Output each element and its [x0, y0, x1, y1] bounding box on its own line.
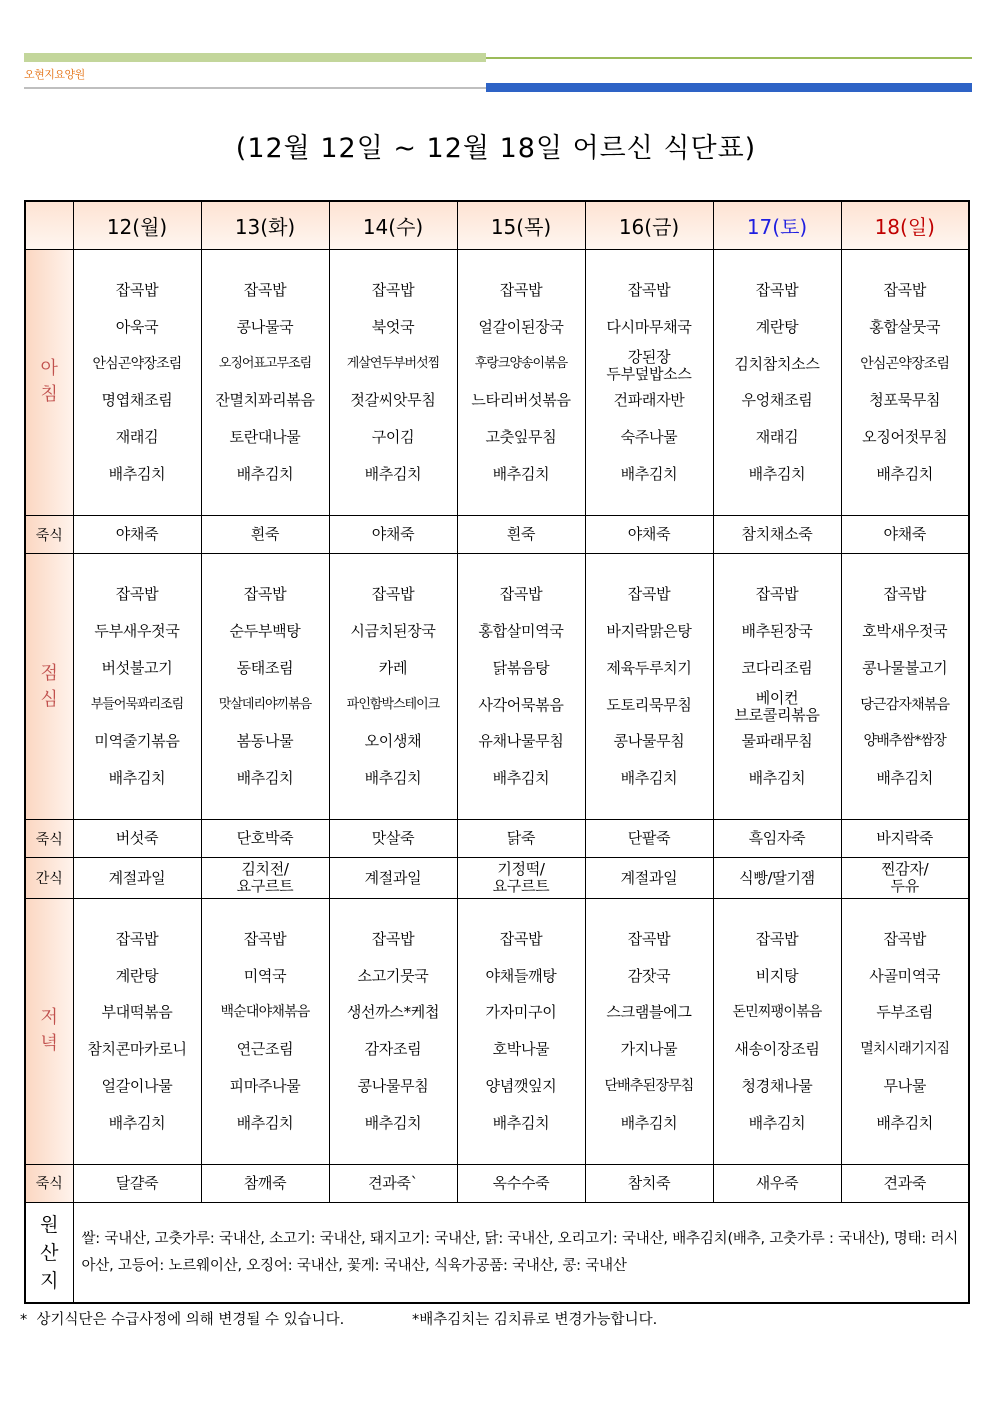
- dish-item: 오이생채: [364, 732, 422, 751]
- dish-item: 잡곡밥: [755, 585, 799, 604]
- dish-item: 잡곡밥: [371, 929, 415, 948]
- dish-item: 강된장 두부덮밥소스: [606, 347, 692, 383]
- dish-list: [586, 576, 713, 797]
- dish-item: 홍합살미역국: [478, 622, 564, 641]
- dish-item: 동태조림: [236, 658, 294, 677]
- meal-cell: [329, 249, 457, 515]
- dish-item: 미역국: [243, 966, 287, 985]
- dish-item: 사각어묵볶음: [478, 695, 564, 714]
- dish-item: 스크램블에그: [606, 1003, 692, 1022]
- dish-item: 피마주나물: [229, 1077, 301, 1096]
- dish-item: 고춧잎무침: [485, 428, 557, 447]
- dish-item: 제육두루치기: [606, 658, 692, 677]
- dish-item: 닭볶음탕: [492, 658, 550, 677]
- dish-item: 잔멸치꽈리볶음: [215, 391, 315, 410]
- dish-list: [842, 921, 969, 1142]
- dinner-row-label-char: 저: [40, 1007, 58, 1029]
- breakfast-porridge-row: [25, 515, 969, 553]
- dish-list: [714, 576, 841, 797]
- dish-item: 베이컨 브로콜리볶음: [734, 688, 820, 724]
- breakfast-row-label-char: 침: [40, 384, 58, 406]
- dish-item: 배추김치: [492, 1113, 550, 1132]
- dish-item: 카레: [378, 658, 408, 677]
- dish-list: [458, 272, 585, 493]
- dish-item: 오징어표고무조림: [218, 355, 312, 371]
- dish-item: 배추김치: [108, 464, 166, 483]
- dish-item: 잡곡밥: [627, 929, 671, 948]
- dish-item: 젓갈씨앗무침: [350, 391, 436, 410]
- breakfast-porridge-row-cell: 야채죽: [585, 515, 713, 553]
- origin-label: [25, 1203, 73, 1303]
- dish-item: 새송이장조림: [734, 1040, 820, 1059]
- dish-item: 배추김치: [620, 1113, 678, 1132]
- dish-item: 사골미역국: [869, 966, 941, 985]
- dish-item: 느타리버섯볶음: [471, 391, 571, 410]
- dish-item: 토란대나물: [229, 428, 301, 447]
- dish-item: 잡곡밥: [499, 280, 543, 299]
- dish-list: [586, 921, 713, 1142]
- lunch-porridge-row-cell: 맛살죽: [329, 820, 457, 858]
- dinner-porridge-row-cell: 참깨죽: [201, 1164, 329, 1202]
- dish-item: 재래김: [755, 428, 799, 447]
- dish-item: 잡곡밥: [627, 585, 671, 604]
- origin-label-char: 지: [40, 1269, 59, 1292]
- dish-item: 부대떡볶음: [101, 1003, 173, 1022]
- meal-cell: [457, 554, 585, 820]
- dish-item: 배추김치: [876, 769, 934, 788]
- dish-item: 우엉채조림: [741, 391, 813, 410]
- dish-item: 물파래무침: [741, 732, 813, 751]
- dish-list: [714, 272, 841, 493]
- origin-text: 쌀: 국내산, 고춧가루: 국내산, 소고기: 국내산, 돼지고기: 국내산, 닭: 국내산, 오리고기: 국내산, 배추김치(배추, 고춧가루 : 국내산), 명태: 러시아산, 고등어: 노르웨이산, 오징어: 국내산, 꽃게: 국내산, 식육가공품: 국내산, 콩: 국내산: [73, 1203, 969, 1303]
- dish-item: 파인함박스테이크: [346, 696, 440, 712]
- dish-item: 아욱국: [115, 317, 159, 336]
- day-header: 12(월): [73, 201, 201, 249]
- lunch-porridge-row: [25, 820, 969, 858]
- dish-item: 김치참치소스: [734, 354, 820, 373]
- dish-item: 청포묵무침: [869, 391, 941, 410]
- dish-item: 배추김치: [748, 769, 806, 788]
- meal-cell: [841, 249, 969, 515]
- breakfast-porridge-row-cell: 야채죽: [841, 515, 969, 553]
- dish-item: 연근조림: [236, 1040, 294, 1059]
- dish-item: 청경채나물: [741, 1077, 813, 1096]
- dish-item: 배추김치: [876, 464, 934, 483]
- origin-row: [25, 1203, 969, 1303]
- snack-row-label: 간식: [25, 858, 73, 898]
- dish-item: 비지탕: [755, 966, 799, 985]
- dish-item: 감자조림: [364, 1040, 422, 1059]
- dish-item: 시금치된장국: [350, 622, 436, 641]
- breakfast-porridge-row-cell: 흰죽: [457, 515, 585, 553]
- origin-label-char: 원: [40, 1213, 59, 1236]
- dish-item: 얼갈이나물: [101, 1077, 173, 1096]
- dish-item: 잡곡밥: [243, 280, 287, 299]
- dish-item: 안심곤약장조림: [92, 355, 182, 372]
- breakfast-porridge-row-cell: 야채죽: [73, 515, 201, 553]
- dish-item: 다시마무채국: [606, 317, 692, 336]
- lunch-porridge-row-cell: 단호박죽: [201, 820, 329, 858]
- breakfast-row-label: [25, 249, 73, 515]
- dish-item: 맛살데리야끼볶음: [218, 696, 312, 712]
- dish-list: [202, 921, 329, 1142]
- lunch-porridge-row-label: 죽식: [25, 820, 73, 858]
- day-header: 14(수): [329, 201, 457, 249]
- dish-list: [202, 576, 329, 797]
- dish-item: 계란탕: [115, 966, 159, 985]
- dish-item: 호박나물: [492, 1040, 550, 1059]
- meal-cell: [713, 249, 841, 515]
- dish-list: [330, 272, 457, 493]
- dish-item: 잡곡밥: [371, 280, 415, 299]
- meal-cell: [841, 898, 969, 1164]
- breakfast-porridge-row-cell: 야채죽: [329, 515, 457, 553]
- dish-item: 배추김치: [492, 464, 550, 483]
- dish-list: [458, 921, 585, 1142]
- breakfast-row: [25, 249, 969, 515]
- dinner-row-label: [25, 898, 73, 1164]
- dish-item: 배추김치: [748, 1113, 806, 1132]
- dish-item: 오징어젓무침: [862, 428, 948, 447]
- day-header-row: [25, 201, 969, 249]
- dinner-row-label-char: 녁: [40, 1033, 58, 1055]
- dish-item: 명엽채조림: [101, 391, 173, 410]
- dish-item: 잡곡밥: [627, 280, 671, 299]
- dish-item: 잡곡밥: [883, 929, 927, 948]
- snack-row-cell: 김치전/ 요구르트: [201, 858, 329, 898]
- dinner-porridge-row-cell: 옥수수죽: [457, 1164, 585, 1202]
- meal-cell: [201, 554, 329, 820]
- meal-cell: [73, 554, 201, 820]
- dish-item: 배추김치: [364, 769, 422, 788]
- dish-item: 배추김치: [492, 769, 550, 788]
- breakfast-porridge-row-label: 죽식: [25, 515, 73, 553]
- dish-item: 콩나물무침: [613, 732, 685, 751]
- dish-item: 홍합살뭇국: [869, 317, 941, 336]
- dinner-porridge-row-cell: 견과죽`: [329, 1164, 457, 1202]
- meal-cell: [201, 249, 329, 515]
- dish-item: 유채나물무침: [478, 732, 564, 751]
- dish-item: 잡곡밥: [755, 280, 799, 299]
- dish-item: 잡곡밥: [755, 929, 799, 948]
- header-line-green: [486, 57, 972, 59]
- dish-item: 단배추된장무침: [604, 1078, 694, 1095]
- page-title: (12월 12일 ~ 12월 18일 어르신 식단표): [235, 133, 757, 164]
- dish-item: 잡곡밥: [243, 585, 287, 604]
- dish-item: 가자미구이: [485, 1003, 557, 1022]
- snack-row-cell: 계절과일: [585, 858, 713, 898]
- corner-cell: [25, 201, 73, 249]
- dish-item: 야채들깨탕: [485, 966, 557, 985]
- dish-list: [458, 576, 585, 797]
- dish-list: [714, 921, 841, 1142]
- dish-item: 소고기뭇국: [357, 966, 429, 985]
- dish-item: 배추김치: [748, 464, 806, 483]
- meal-cell: [585, 249, 713, 515]
- dish-list: [586, 272, 713, 493]
- dish-list: [74, 921, 201, 1142]
- org-name: 오현지요양원: [24, 68, 85, 81]
- dish-item: 배추김치: [620, 769, 678, 788]
- lunch-row-label: [25, 554, 73, 820]
- meal-cell: [713, 554, 841, 820]
- dish-list: [842, 272, 969, 493]
- footnote-change-notice: * 상기식단은 수급사정에 의해 변경될 수 있습니다.: [20, 1312, 345, 1328]
- dish-item: 배추김치: [364, 1113, 422, 1132]
- dish-item: 버섯불고기: [101, 658, 173, 677]
- meal-cell: [201, 898, 329, 1164]
- dish-item: 두부새우젓국: [94, 622, 180, 641]
- dish-item: 배추김치: [108, 769, 166, 788]
- meal-cell: [457, 249, 585, 515]
- dish-item: 배추김치: [236, 1113, 294, 1132]
- dish-item: 순두부백탕: [229, 622, 301, 641]
- dish-item: 계란탕: [755, 317, 799, 336]
- dish-item: 코다리조림: [741, 658, 813, 677]
- dish-item: 게살연두부버섯찜: [346, 355, 440, 371]
- dish-item: 잡곡밥: [115, 280, 159, 299]
- dish-item: 잡곡밥: [883, 280, 927, 299]
- meal-cell: [329, 554, 457, 820]
- dish-item: 배추김치: [364, 464, 422, 483]
- dinner-porridge-row: [25, 1164, 969, 1202]
- dish-list: [74, 576, 201, 797]
- dish-item: 배추된장국: [741, 622, 813, 641]
- dish-list: [330, 921, 457, 1142]
- dinner-porridge-row-label: 죽식: [25, 1164, 73, 1202]
- snack-row-cell: 찐감자/ 두유: [841, 858, 969, 898]
- dish-item: 잡곡밥: [243, 929, 287, 948]
- dish-item: 호박새우젓국: [862, 622, 948, 641]
- dish-item: 백순대야채볶음: [220, 1004, 310, 1021]
- snack-row-cell: 기정떡/ 요구르트: [457, 858, 585, 898]
- lunch-porridge-row-cell: 버섯죽: [73, 820, 201, 858]
- lunch-row-label-char: 심: [40, 688, 58, 710]
- origin-label-char: 산: [40, 1241, 59, 1264]
- dish-item: 돈민찌팽이볶음: [732, 1004, 822, 1021]
- meal-cell: [457, 898, 585, 1164]
- dish-item: 배추김치: [236, 769, 294, 788]
- dinner-porridge-row-cell: 달걀죽: [73, 1164, 201, 1202]
- lunch-porridge-row-cell: 단팥죽: [585, 820, 713, 858]
- dish-item: 잡곡밥: [499, 585, 543, 604]
- dish-item: 감잣국: [627, 966, 671, 985]
- dish-item: 두부조림: [876, 1003, 934, 1022]
- dish-item: 도토리묵무침: [606, 695, 692, 714]
- dish-item: 양념깻잎지: [485, 1077, 557, 1096]
- dish-item: 부들어묵꽈리조림: [90, 696, 184, 712]
- meal-cell: [585, 554, 713, 820]
- dish-list: [330, 576, 457, 797]
- dish-item: 후랑크양송이볶음: [474, 355, 568, 371]
- dish-item: 멸치시래기지짐: [860, 1041, 950, 1058]
- dish-list: [74, 272, 201, 493]
- breakfast-porridge-row-cell: 흰죽: [201, 515, 329, 553]
- dish-item: 참치콘마카로니: [87, 1040, 187, 1059]
- dish-list: [202, 272, 329, 493]
- dish-item: 배추김치: [236, 464, 294, 483]
- snack-row-cell: 식빵/딸기잼: [713, 858, 841, 898]
- dish-item: 미역줄기볶음: [94, 732, 180, 751]
- dish-item: 숙주나물: [620, 428, 678, 447]
- dish-list: [842, 576, 969, 797]
- snack-row-cell: 계절과일: [73, 858, 201, 898]
- dish-item: 배추김치: [876, 1113, 934, 1132]
- dish-item: 재래김: [115, 428, 159, 447]
- day-header-saturday: 17(토): [713, 201, 841, 249]
- day-header: 16(금): [585, 201, 713, 249]
- dish-item: 바지락맑은탕: [606, 622, 692, 641]
- dish-item: 잡곡밥: [883, 585, 927, 604]
- footnote-kimchi-notice: *배추김치는 김치류로 변경가능합니다.: [412, 1312, 658, 1328]
- dish-item: 배추김치: [620, 464, 678, 483]
- day-header-sunday: 18(일): [841, 201, 969, 249]
- dish-item: 콩나물국: [236, 317, 294, 336]
- dish-item: 배추김치: [108, 1113, 166, 1132]
- day-header: 15(목): [457, 201, 585, 249]
- meal-cell: [841, 554, 969, 820]
- dish-item: 구이김: [371, 428, 415, 447]
- header-bar-green: [24, 53, 486, 62]
- dish-item: 콩나물불고기: [862, 658, 948, 677]
- day-header: 13(화): [201, 201, 329, 249]
- dish-item: 콩나물무침: [357, 1077, 429, 1096]
- dish-item: 잡곡밥: [499, 929, 543, 948]
- meal-cell: [713, 898, 841, 1164]
- dish-item: 가지나물: [620, 1040, 678, 1059]
- snack-row-cell: 계절과일: [329, 858, 457, 898]
- dish-item: 얼갈이된장국: [478, 317, 564, 336]
- lunch-porridge-row-cell: 바지락죽: [841, 820, 969, 858]
- lunch-porridge-row-cell: 흑임자죽: [713, 820, 841, 858]
- dish-item: 생선까스*케첩: [346, 1003, 440, 1022]
- lunch-row-label-char: 점: [40, 662, 58, 684]
- dinner-porridge-row-cell: 새우죽: [713, 1164, 841, 1202]
- header-bar-blue: [486, 83, 972, 92]
- dish-item: 잡곡밥: [115, 585, 159, 604]
- header-line-gray: [24, 87, 486, 89]
- dish-item: 안심곤약장조림: [860, 355, 950, 372]
- lunch-row: [25, 554, 969, 820]
- meal-cell: [73, 898, 201, 1164]
- meal-cell: [73, 249, 201, 515]
- dish-item: 잡곡밥: [115, 929, 159, 948]
- dish-item: 양배추쌈*쌈장: [863, 733, 947, 750]
- dish-item: 무나물: [883, 1077, 927, 1096]
- dinner-porridge-row-cell: 견과죽: [841, 1164, 969, 1202]
- dinner-row: [25, 898, 969, 1164]
- dish-item: 잡곡밥: [371, 585, 415, 604]
- dish-item: 당근감자채볶음: [860, 696, 950, 713]
- breakfast-row-label-char: 아: [40, 358, 58, 380]
- meal-cell: [585, 898, 713, 1164]
- snack-row: [25, 858, 969, 898]
- dish-item: 건파래자반: [613, 391, 685, 410]
- dinner-porridge-row-cell: 참치죽: [585, 1164, 713, 1202]
- menu-table: [24, 200, 970, 1304]
- breakfast-porridge-row-cell: 참치채소죽: [713, 515, 841, 553]
- lunch-porridge-row-cell: 닭죽: [457, 820, 585, 858]
- dish-item: 봄동나물: [236, 732, 294, 751]
- dish-item: 북엇국: [371, 317, 415, 336]
- meal-cell: [329, 898, 457, 1164]
